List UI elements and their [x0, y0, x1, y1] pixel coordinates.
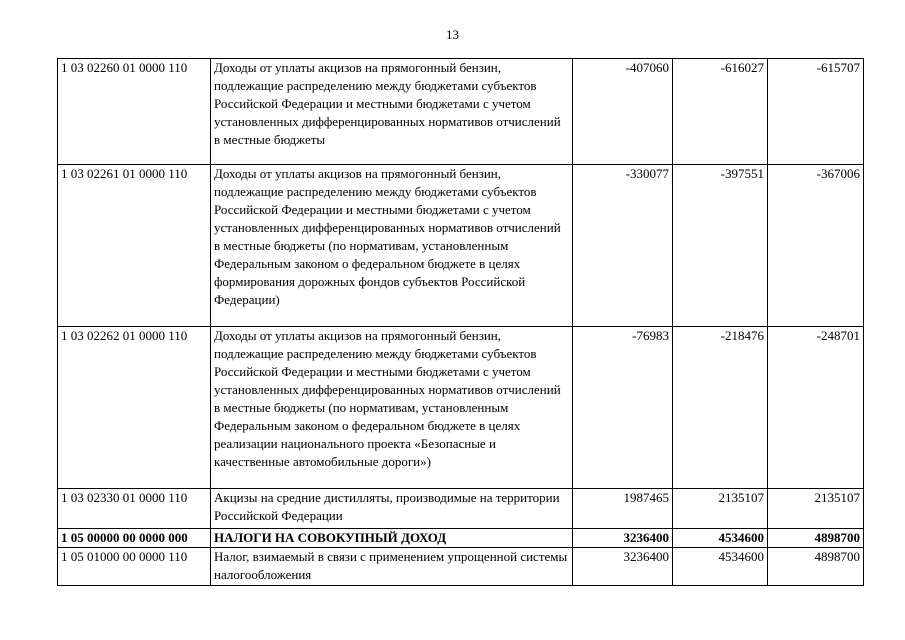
- description-cell: Доходы от уплаты акцизов на прямогонный бензин, подлежащие распределению между бюджетами субъектов Российской Федерации и местными бюджетами с учетом установленных дифференцированных нормативов отчислений в местные бюджеты: [211, 59, 573, 165]
- amount-year-2-cell: 2135107: [673, 489, 768, 529]
- table-row: [58, 548, 864, 586]
- amount-year-3-cell: -367006: [768, 165, 864, 327]
- amount-year-3-cell: 4898700: [768, 529, 864, 548]
- amount-year-1-cell: -76983: [573, 327, 673, 489]
- description-cell: Налог, взимаемый в связи с применением упрощенной системы налогообложения: [211, 548, 573, 586]
- budget-code-cell: 1 05 00000 00 0000 000: [58, 529, 211, 548]
- amount-year-1-cell: -407060: [573, 59, 673, 165]
- amount-year-3-cell: -615707: [768, 59, 864, 165]
- budget-code-cell: 1 03 02330 01 0000 110: [58, 489, 211, 529]
- table-row: [58, 59, 864, 165]
- amount-year-3-cell: 2135107: [768, 489, 864, 529]
- budget-code-cell: 1 03 02260 01 0000 110: [58, 59, 211, 165]
- amount-year-2-cell: 4534600: [673, 548, 768, 586]
- budget-table-body: [58, 59, 864, 586]
- description-cell: Доходы от уплаты акцизов на прямогонный бензин, подлежащие распределению между бюджетами субъектов Российской Федерации и местными бюджетами с учетом установленных дифференцированных нормативов отчислений в местные бюджеты (по нормативам, установленным Федеральным законом о федеральном бюджете в целях реализации национального проекта «Безопасные и качественные автомобильные дороги»): [211, 327, 573, 489]
- description-cell: Доходы от уплаты акцизов на прямогонный бензин, подлежащие распределению между бюджетами субъектов Российской Федерации и местными бюджетами с учетом установленных дифференцированных нормативов отчислений в местные бюджеты (по нормативам, установленным Федеральным законом о федеральном бюджете в целях формирования дорожных фондов субъектов Российской Федерации): [211, 165, 573, 327]
- budget-code-cell: 1 05 01000 00 0000 110: [58, 548, 211, 586]
- amount-year-2-cell: -397551: [673, 165, 768, 327]
- table-row-section-total: [58, 529, 864, 548]
- amount-year-3-cell: -248701: [768, 327, 864, 489]
- page-number: 13: [446, 27, 459, 42]
- amount-year-1-cell: 1987465: [573, 489, 673, 529]
- budget-code-cell: 1 03 02262 01 0000 110: [58, 327, 211, 489]
- amount-year-1-cell: -330077: [573, 165, 673, 327]
- budget-code-cell: 1 03 02261 01 0000 110: [58, 165, 211, 327]
- amount-year-3-cell: 4898700: [768, 548, 864, 586]
- amount-year-2-cell: 4534600: [673, 529, 768, 548]
- table-row: [58, 165, 864, 327]
- amount-year-1-cell: 3236400: [573, 548, 673, 586]
- amount-year-2-cell: -616027: [673, 59, 768, 165]
- amount-year-2-cell: -218476: [673, 327, 768, 489]
- description-cell: НАЛОГИ НА СОВОКУПНЫЙ ДОХОД: [211, 529, 573, 548]
- amount-year-1-cell: 3236400: [573, 529, 673, 548]
- table-row: [58, 327, 864, 489]
- description-cell: Акцизы на средние дистилляты, производимые на территории Российской Федерации: [211, 489, 573, 529]
- table-row: [58, 489, 864, 529]
- budget-revenue-table: [57, 58, 864, 586]
